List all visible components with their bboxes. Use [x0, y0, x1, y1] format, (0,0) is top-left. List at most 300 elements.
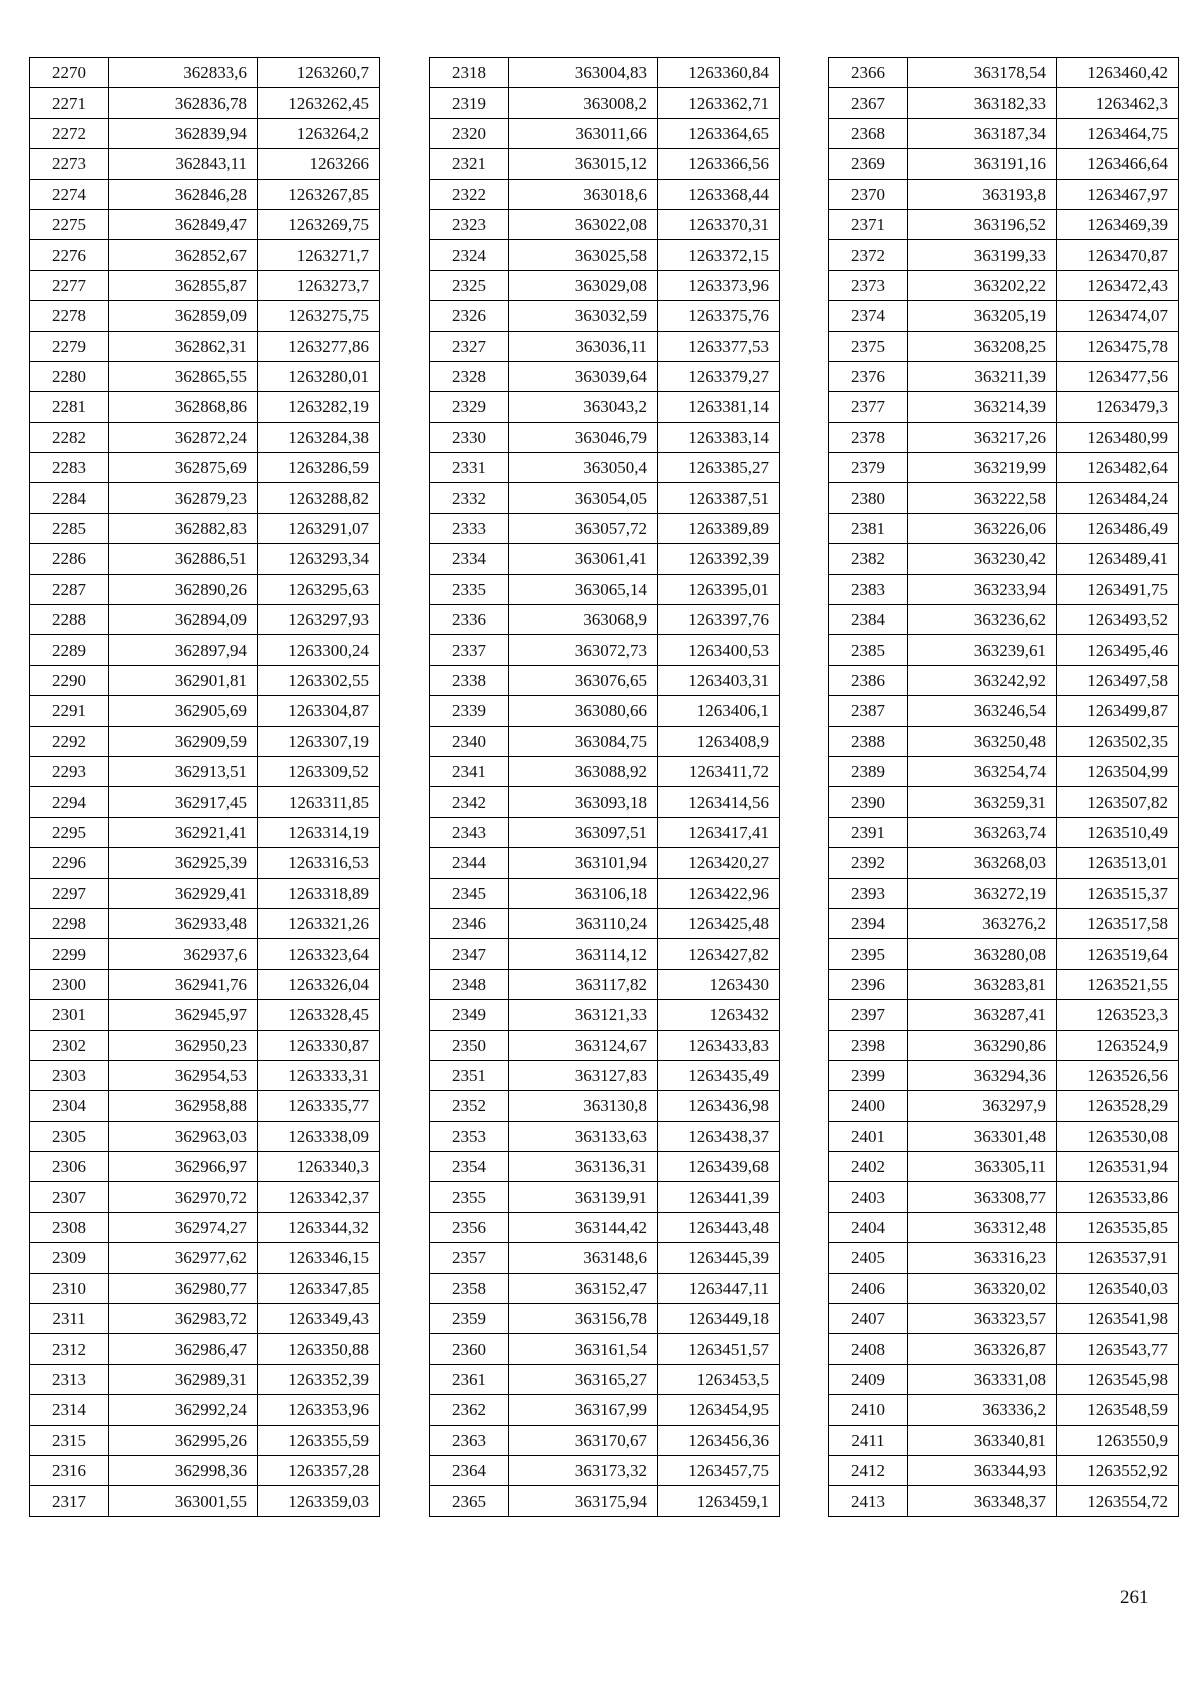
x-coordinate-cell: 363246,54	[908, 696, 1057, 726]
point-number-cell: 2349	[430, 1000, 509, 1030]
x-coordinate-cell: 362995,26	[109, 1425, 258, 1455]
table-row	[829, 240, 1179, 270]
table-row	[430, 1455, 780, 1485]
point-number-cell: 2304	[30, 1091, 109, 1121]
point-number-cell: 2271	[30, 88, 109, 118]
point-number-cell: 2370	[829, 179, 908, 209]
point-number-cell: 2290	[30, 665, 109, 695]
y-coordinate-cell: 1263482,64	[1057, 453, 1179, 483]
point-number-cell: 2380	[829, 483, 908, 513]
y-coordinate-cell: 1263417,41	[658, 817, 780, 847]
x-coordinate-cell: 363046,79	[509, 422, 658, 452]
x-coordinate-cell: 363242,92	[908, 665, 1057, 695]
x-coordinate-cell: 363029,08	[509, 270, 658, 300]
x-coordinate-cell: 362913,51	[109, 756, 258, 786]
x-coordinate-cell: 363340,81	[908, 1425, 1057, 1455]
point-number-cell: 2407	[829, 1304, 908, 1334]
y-coordinate-cell: 1263530,08	[1057, 1121, 1179, 1151]
table-row	[829, 696, 1179, 726]
y-coordinate-cell: 1263449,18	[658, 1304, 780, 1334]
point-number-cell: 2270	[30, 58, 109, 88]
page-number: 261	[1120, 1587, 1149, 1608]
y-coordinate-cell: 1263335,77	[258, 1091, 380, 1121]
x-coordinate-cell: 363032,59	[509, 301, 658, 331]
y-coordinate-cell: 1263372,15	[658, 240, 780, 270]
y-coordinate-cell: 1263291,07	[258, 513, 380, 543]
x-coordinate-cell: 363312,48	[908, 1212, 1057, 1242]
point-number-cell: 2361	[430, 1364, 509, 1394]
table-row	[30, 301, 380, 331]
table-row	[829, 58, 1179, 88]
point-number-cell: 2328	[430, 361, 509, 391]
x-coordinate-cell: 362894,09	[109, 605, 258, 635]
point-number-cell: 2404	[829, 1212, 908, 1242]
table-row	[829, 483, 1179, 513]
x-coordinate-cell: 362983,72	[109, 1304, 258, 1334]
table-row	[829, 665, 1179, 695]
point-number-cell: 2281	[30, 392, 109, 422]
point-number-cell: 2393	[829, 878, 908, 908]
point-number-cell: 2411	[829, 1425, 908, 1455]
x-coordinate-cell: 363250,48	[908, 726, 1057, 756]
table-row	[30, 878, 380, 908]
point-number-cell: 2275	[30, 209, 109, 239]
y-coordinate-cell: 1263513,01	[1057, 848, 1179, 878]
x-coordinate-cell: 363114,12	[509, 939, 658, 969]
y-coordinate-cell: 1263453,5	[658, 1364, 780, 1394]
point-number-cell: 2295	[30, 817, 109, 847]
y-coordinate-cell: 1263474,07	[1057, 301, 1179, 331]
x-coordinate-cell: 362872,24	[109, 422, 258, 452]
point-number-cell: 2330	[430, 422, 509, 452]
coordinate-table-2	[429, 57, 780, 1517]
point-number-cell: 2343	[430, 817, 509, 847]
y-coordinate-cell: 1263387,51	[658, 483, 780, 513]
x-coordinate-cell: 363043,2	[509, 392, 658, 422]
table-row	[829, 969, 1179, 999]
table-row	[430, 939, 780, 969]
point-number-cell: 2323	[430, 209, 509, 239]
table-row	[30, 1455, 380, 1485]
point-number-cell: 2397	[829, 1000, 908, 1030]
point-number-cell: 2292	[30, 726, 109, 756]
table-row	[30, 1152, 380, 1182]
x-coordinate-cell: 363219,99	[908, 453, 1057, 483]
y-coordinate-cell: 1263373,96	[658, 270, 780, 300]
table-row	[30, 1182, 380, 1212]
x-coordinate-cell: 362846,28	[109, 179, 258, 209]
table-row	[30, 1212, 380, 1242]
y-coordinate-cell: 1263497,58	[1057, 665, 1179, 695]
y-coordinate-cell: 1263422,96	[658, 878, 780, 908]
x-coordinate-cell: 363152,47	[509, 1273, 658, 1303]
point-number-cell: 2319	[430, 88, 509, 118]
y-coordinate-cell: 1263275,75	[258, 301, 380, 331]
x-coordinate-cell: 362901,81	[109, 665, 258, 695]
table-row	[829, 1212, 1179, 1242]
y-coordinate-cell: 1263469,39	[1057, 209, 1179, 239]
point-number-cell: 2350	[430, 1030, 509, 1060]
table-row	[829, 1243, 1179, 1273]
x-coordinate-cell: 362986,47	[109, 1334, 258, 1364]
point-number-cell: 2306	[30, 1152, 109, 1182]
y-coordinate-cell: 1263318,89	[258, 878, 380, 908]
table-row	[829, 1364, 1179, 1394]
y-coordinate-cell: 1263362,71	[658, 88, 780, 118]
y-coordinate-cell: 1263323,64	[258, 939, 380, 969]
x-coordinate-cell: 363226,06	[908, 513, 1057, 543]
table-row	[30, 483, 380, 513]
table-row	[30, 1364, 380, 1394]
y-coordinate-cell: 1263353,96	[258, 1395, 380, 1425]
table-row	[829, 361, 1179, 391]
point-number-cell: 2369	[829, 149, 908, 179]
x-coordinate-cell: 363170,67	[509, 1425, 658, 1455]
table-row	[30, 1273, 380, 1303]
x-coordinate-cell: 363272,19	[908, 878, 1057, 908]
x-coordinate-cell: 363182,33	[908, 88, 1057, 118]
x-coordinate-cell: 362941,76	[109, 969, 258, 999]
y-coordinate-cell: 1263504,99	[1057, 756, 1179, 786]
y-coordinate-cell: 1263277,86	[258, 331, 380, 361]
y-coordinate-cell: 1263526,56	[1057, 1060, 1179, 1090]
y-coordinate-cell: 1263430	[658, 969, 780, 999]
point-number-cell: 2409	[829, 1364, 908, 1394]
y-coordinate-cell: 1263392,39	[658, 544, 780, 574]
point-number-cell: 2400	[829, 1091, 908, 1121]
x-coordinate-cell: 362879,23	[109, 483, 258, 513]
table-row	[430, 179, 780, 209]
x-coordinate-cell: 363297,9	[908, 1091, 1057, 1121]
table-row	[430, 88, 780, 118]
x-coordinate-cell: 363093,18	[509, 787, 658, 817]
x-coordinate-cell: 363236,62	[908, 605, 1057, 635]
x-coordinate-cell: 363287,41	[908, 1000, 1057, 1030]
table-row	[430, 1334, 780, 1364]
x-coordinate-cell: 363254,74	[908, 756, 1057, 786]
point-number-cell: 2377	[829, 392, 908, 422]
x-coordinate-cell: 363175,94	[509, 1486, 658, 1516]
x-coordinate-cell: 362992,24	[109, 1395, 258, 1425]
point-number-cell: 2388	[829, 726, 908, 756]
point-number-cell: 2352	[430, 1091, 509, 1121]
y-coordinate-cell: 1263344,32	[258, 1212, 380, 1242]
y-coordinate-cell: 1263433,83	[658, 1030, 780, 1060]
point-number-cell: 2379	[829, 453, 908, 483]
point-number-cell: 2311	[30, 1304, 109, 1334]
point-number-cell: 2408	[829, 1334, 908, 1364]
table-row	[30, 240, 380, 270]
point-number-cell: 2324	[430, 240, 509, 270]
y-coordinate-cell: 1263464,75	[1057, 118, 1179, 148]
point-number-cell: 2391	[829, 817, 908, 847]
point-number-cell: 2405	[829, 1243, 908, 1273]
y-coordinate-cell: 1263273,7	[258, 270, 380, 300]
point-number-cell: 2326	[430, 301, 509, 331]
table-row	[430, 1030, 780, 1060]
table-row	[30, 422, 380, 452]
y-coordinate-cell: 1263414,56	[658, 787, 780, 817]
point-number-cell: 2336	[430, 605, 509, 635]
y-coordinate-cell: 1263552,92	[1057, 1455, 1179, 1485]
y-coordinate-cell: 1263459,1	[658, 1486, 780, 1516]
x-coordinate-cell: 363088,92	[509, 756, 658, 786]
x-coordinate-cell: 363106,18	[509, 878, 658, 908]
table-row	[30, 1334, 380, 1364]
x-coordinate-cell: 362890,26	[109, 574, 258, 604]
point-number-cell: 2390	[829, 787, 908, 817]
point-number-cell: 2282	[30, 422, 109, 452]
table-row	[829, 817, 1179, 847]
point-number-cell: 2410	[829, 1395, 908, 1425]
y-coordinate-cell: 1263347,85	[258, 1273, 380, 1303]
point-number-cell: 2413	[829, 1486, 908, 1516]
x-coordinate-cell: 363124,67	[509, 1030, 658, 1060]
y-coordinate-cell: 1263260,7	[258, 58, 380, 88]
x-coordinate-cell: 363022,08	[509, 209, 658, 239]
y-coordinate-cell: 1263375,76	[658, 301, 780, 331]
point-number-cell: 2339	[430, 696, 509, 726]
point-number-cell: 2387	[829, 696, 908, 726]
y-coordinate-cell: 1263531,94	[1057, 1152, 1179, 1182]
y-coordinate-cell: 1263466,64	[1057, 149, 1179, 179]
x-coordinate-cell: 362865,55	[109, 361, 258, 391]
y-coordinate-cell: 1263314,19	[258, 817, 380, 847]
x-coordinate-cell: 362970,72	[109, 1182, 258, 1212]
point-number-cell: 2344	[430, 848, 509, 878]
table-row	[430, 544, 780, 574]
table-row	[829, 179, 1179, 209]
table-row	[30, 1304, 380, 1334]
x-coordinate-cell: 363331,08	[908, 1364, 1057, 1394]
y-coordinate-cell: 1263507,82	[1057, 787, 1179, 817]
table-row	[30, 1030, 380, 1060]
y-coordinate-cell: 1263269,75	[258, 209, 380, 239]
x-coordinate-cell: 363283,81	[908, 969, 1057, 999]
y-coordinate-cell: 1263383,14	[658, 422, 780, 452]
point-number-cell: 2353	[430, 1121, 509, 1151]
point-number-cell: 2348	[430, 969, 509, 999]
point-number-cell: 2303	[30, 1060, 109, 1090]
y-coordinate-cell: 1263528,29	[1057, 1091, 1179, 1121]
y-coordinate-cell: 1263477,56	[1057, 361, 1179, 391]
x-coordinate-cell: 363004,83	[509, 58, 658, 88]
table-row	[829, 422, 1179, 452]
point-number-cell: 2293	[30, 756, 109, 786]
table-row	[829, 939, 1179, 969]
table-row	[30, 908, 380, 938]
x-coordinate-cell: 363263,74	[908, 817, 1057, 847]
x-coordinate-cell: 362862,31	[109, 331, 258, 361]
table-row	[30, 270, 380, 300]
table-row	[829, 878, 1179, 908]
x-coordinate-cell: 363054,05	[509, 483, 658, 513]
table-row	[829, 1152, 1179, 1182]
table-row	[30, 665, 380, 695]
table-row	[30, 756, 380, 786]
point-number-cell: 2279	[30, 331, 109, 361]
x-coordinate-cell: 363139,91	[509, 1182, 658, 1212]
table-row	[30, 848, 380, 878]
table-row	[430, 1273, 780, 1303]
point-number-cell: 2308	[30, 1212, 109, 1242]
table-row	[30, 1425, 380, 1455]
y-coordinate-cell: 1263304,87	[258, 696, 380, 726]
point-number-cell: 2368	[829, 118, 908, 148]
table-row	[829, 1030, 1179, 1060]
y-coordinate-cell: 1263502,35	[1057, 726, 1179, 756]
point-number-cell: 2277	[30, 270, 109, 300]
table-row	[430, 817, 780, 847]
point-number-cell: 2334	[430, 544, 509, 574]
y-coordinate-cell: 1263408,9	[658, 726, 780, 756]
x-coordinate-cell: 363011,66	[509, 118, 658, 148]
point-number-cell: 2351	[430, 1060, 509, 1090]
point-number-cell: 2384	[829, 605, 908, 635]
y-coordinate-cell: 1263427,82	[658, 939, 780, 969]
y-coordinate-cell: 1263352,39	[258, 1364, 380, 1394]
table-row	[30, 179, 380, 209]
x-coordinate-cell: 363290,86	[908, 1030, 1057, 1060]
point-number-cell: 2345	[430, 878, 509, 908]
table-row	[829, 118, 1179, 148]
point-number-cell: 2318	[430, 58, 509, 88]
x-coordinate-cell: 363121,33	[509, 1000, 658, 1030]
y-coordinate-cell: 1263436,98	[658, 1091, 780, 1121]
point-number-cell: 2310	[30, 1273, 109, 1303]
y-coordinate-cell: 1263451,57	[658, 1334, 780, 1364]
table-row	[829, 1486, 1179, 1516]
y-coordinate-cell: 1263550,9	[1057, 1425, 1179, 1455]
point-number-cell: 2376	[829, 361, 908, 391]
table-row	[30, 1091, 380, 1121]
point-number-cell: 2309	[30, 1243, 109, 1273]
y-coordinate-cell: 1263366,56	[658, 149, 780, 179]
x-coordinate-cell: 363065,14	[509, 574, 658, 604]
table-row	[430, 422, 780, 452]
point-number-cell: 2392	[829, 848, 908, 878]
table-row	[829, 1091, 1179, 1121]
table-row	[430, 331, 780, 361]
table-row	[829, 209, 1179, 239]
table-row	[829, 1395, 1179, 1425]
point-number-cell: 2342	[430, 787, 509, 817]
x-coordinate-cell: 363161,54	[509, 1334, 658, 1364]
y-coordinate-cell: 1263489,41	[1057, 544, 1179, 574]
table-row	[829, 270, 1179, 300]
x-coordinate-cell: 362843,11	[109, 149, 258, 179]
point-number-cell: 2381	[829, 513, 908, 543]
x-coordinate-cell: 362937,6	[109, 939, 258, 969]
y-coordinate-cell: 1263288,82	[258, 483, 380, 513]
coordinate-table-1	[29, 57, 380, 1517]
point-number-cell: 2325	[430, 270, 509, 300]
y-coordinate-cell: 1263321,26	[258, 908, 380, 938]
table-row	[430, 1060, 780, 1090]
y-coordinate-cell: 1263284,38	[258, 422, 380, 452]
x-coordinate-cell: 362989,31	[109, 1364, 258, 1394]
x-coordinate-cell: 363336,2	[908, 1395, 1057, 1425]
x-coordinate-cell: 363305,11	[908, 1152, 1057, 1182]
x-coordinate-cell: 363018,6	[509, 179, 658, 209]
y-coordinate-cell: 1263379,27	[658, 361, 780, 391]
point-number-cell: 2312	[30, 1334, 109, 1364]
table-row	[829, 1334, 1179, 1364]
y-coordinate-cell: 1263309,52	[258, 756, 380, 786]
point-number-cell: 2307	[30, 1182, 109, 1212]
point-number-cell: 2371	[829, 209, 908, 239]
point-number-cell: 2285	[30, 513, 109, 543]
table-row	[829, 1455, 1179, 1485]
table-row	[430, 848, 780, 878]
x-coordinate-cell: 362963,03	[109, 1121, 258, 1151]
y-coordinate-cell: 1263491,75	[1057, 574, 1179, 604]
point-number-cell: 2313	[30, 1364, 109, 1394]
x-coordinate-cell: 363187,34	[908, 118, 1057, 148]
point-number-cell: 2322	[430, 179, 509, 209]
y-coordinate-cell: 1263523,3	[1057, 1000, 1179, 1030]
x-coordinate-cell: 363039,64	[509, 361, 658, 391]
point-number-cell: 2367	[829, 88, 908, 118]
y-coordinate-cell: 1263262,45	[258, 88, 380, 118]
table-row	[430, 635, 780, 665]
table-row	[430, 240, 780, 270]
x-coordinate-cell: 363211,39	[908, 361, 1057, 391]
table-row	[829, 635, 1179, 665]
point-number-cell: 2412	[829, 1455, 908, 1485]
table-row	[430, 787, 780, 817]
x-coordinate-cell: 363326,87	[908, 1334, 1057, 1364]
x-coordinate-cell: 363178,54	[908, 58, 1057, 88]
y-coordinate-cell: 1263519,64	[1057, 939, 1179, 969]
x-coordinate-cell: 362909,59	[109, 726, 258, 756]
x-coordinate-cell: 363008,2	[509, 88, 658, 118]
point-number-cell: 2296	[30, 848, 109, 878]
x-coordinate-cell: 363061,41	[509, 544, 658, 574]
y-coordinate-cell: 1263300,24	[258, 635, 380, 665]
y-coordinate-cell: 1263364,65	[658, 118, 780, 148]
point-number-cell: 2401	[829, 1121, 908, 1151]
table-row	[829, 453, 1179, 483]
table-row	[430, 453, 780, 483]
point-number-cell: 2372	[829, 240, 908, 270]
point-number-cell: 2395	[829, 939, 908, 969]
table-row	[430, 605, 780, 635]
y-coordinate-cell: 1263389,89	[658, 513, 780, 543]
y-coordinate-cell: 1263368,44	[658, 179, 780, 209]
x-coordinate-cell: 363084,75	[509, 726, 658, 756]
point-number-cell: 2365	[430, 1486, 509, 1516]
table-row	[430, 908, 780, 938]
y-coordinate-cell: 1263467,97	[1057, 179, 1179, 209]
x-coordinate-cell: 363036,11	[509, 331, 658, 361]
table-row	[30, 1395, 380, 1425]
x-coordinate-cell: 363301,48	[908, 1121, 1057, 1151]
x-coordinate-cell: 362974,27	[109, 1212, 258, 1242]
table-row	[430, 1091, 780, 1121]
table-row	[829, 787, 1179, 817]
x-coordinate-cell: 362925,39	[109, 848, 258, 878]
x-coordinate-cell: 363144,42	[509, 1212, 658, 1242]
x-coordinate-cell: 363280,08	[908, 939, 1057, 969]
x-coordinate-cell: 363268,03	[908, 848, 1057, 878]
table-row	[30, 513, 380, 543]
y-coordinate-cell: 1263282,19	[258, 392, 380, 422]
x-coordinate-cell: 362833,6	[109, 58, 258, 88]
y-coordinate-cell: 1263493,52	[1057, 605, 1179, 635]
point-number-cell: 2329	[430, 392, 509, 422]
table-row	[30, 118, 380, 148]
